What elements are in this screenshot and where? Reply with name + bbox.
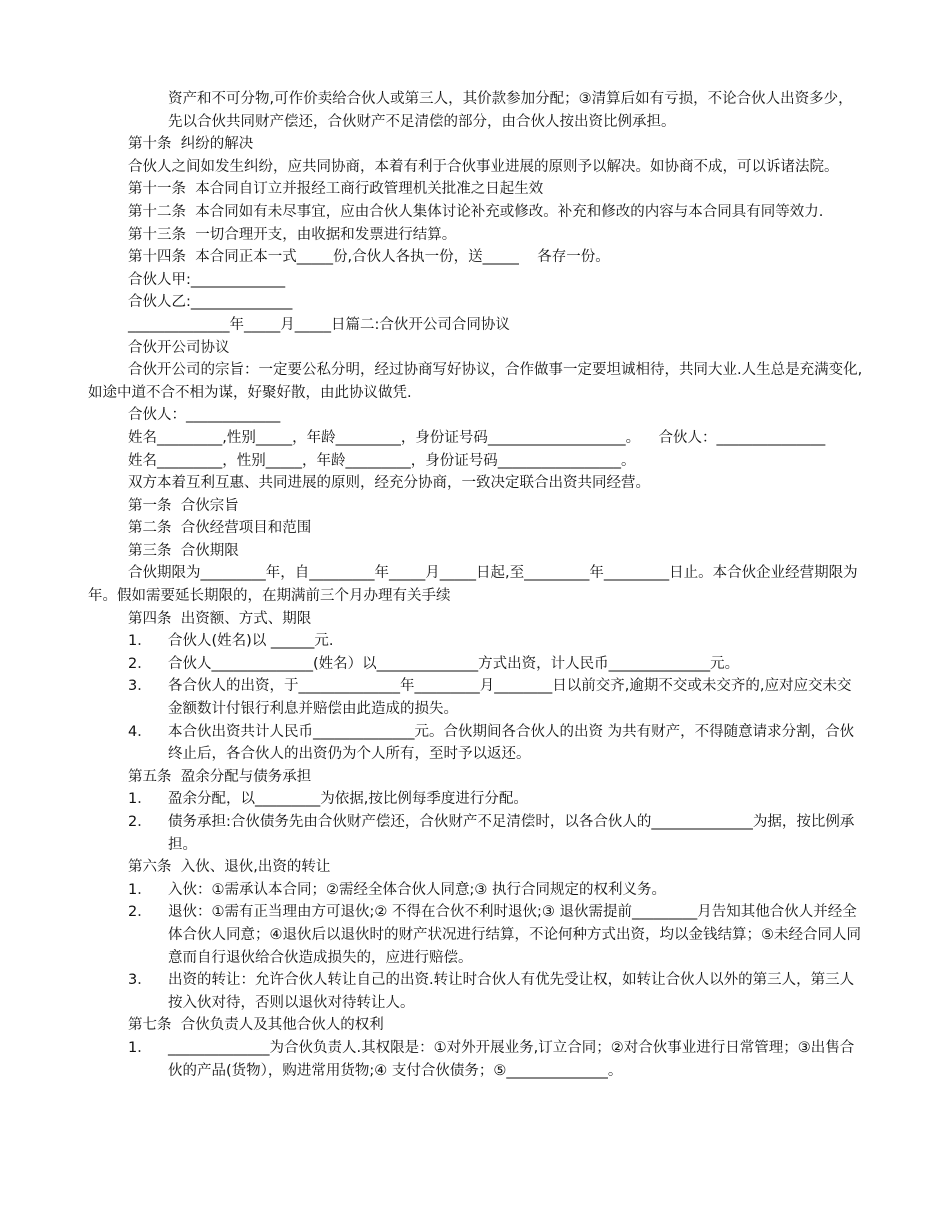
partner-1-info: 姓名_________,性别_____，年龄_________，身份证号码___________________。 合伙人：_______________ [128,429,826,446]
article-6-heading: 第六条 入伙、退伙,出资的转让 [128,859,331,876]
list-item [88,721,863,766]
list-item [88,675,863,720]
list-item-text: 入伙：①需承认本合同；②需经全体合伙人同意;③ 执行合同规定的权利义务。 [168,881,666,898]
list-item-text: 合伙人(姓名)以 ______元. [168,633,334,650]
date-line-part-two: ______________年_____月_____日篇二:合伙开公司合同协议 [128,316,510,333]
article-4-heading: 第四条 出资额、方式、期限 [128,610,312,627]
list-number: 4． [128,723,152,740]
partner-2-info: 姓名_________，性别_____，年龄_________，身份证号码_________________。 [128,452,636,469]
list-number: 1． [128,881,152,898]
article-13: 第十三条 一切合理开支，由收据和发票进行结算。 [128,226,457,243]
list-item [88,1037,863,1082]
list-number: 1． [128,1039,152,1056]
document-page [88,88,863,1082]
article-7-heading: 第七条 合伙负责人及其他合伙人的权利 [128,1017,384,1034]
partner-a-signature: 合伙人甲:_____________ [128,271,286,288]
list-item [88,788,863,811]
list-number: 2． [128,814,152,830]
agreement-title: 合伙开公司协议 [128,339,230,356]
list-item-text: 出资的转让：允许合伙人转让自己的出资.转让时合伙人有优先受让权，如转让合伙人以外的第三人，第三人按入伙对待，否则以退伙对待转让人。 [168,972,855,1011]
list-item-text: 退伙：①需有正当理由方可退伙;② 不得在合伙不利时退伙;③ 退伙需提前_________月告知其他合伙人并经全体合伙人同意；④退伙后以退伙时的财产状况进行结算，不论何种方式出资，均以金钱结算；⑤未经合同人同意而自行退伙给合伙造成损失的，应进行赔偿。 [168,904,861,966]
list-number: 1． [128,633,152,650]
list-item-text: 盈余分配，以_________为依据,按比例每季度进行分配。 [168,791,528,808]
article-2-heading: 第二条 合伙经营项目和范围 [128,520,312,537]
article-3-heading: 第三条 合伙期限 [128,542,239,559]
list-item-text: 合伙人______________(姓名）以______________方式出资，计人民币______________元。 [168,655,740,672]
list-item-text: 各合伙人的出资，于______________年_________月________日以前交齐,逾期不交或未交齐的,应对应交未交金额数计付银行利息并赔偿由此造成的损失。 [168,678,852,718]
article-14: 第十四条 本合同正本一式_____份,合伙人各执一份，送_____ 各存一份。 [128,249,610,266]
article-1-heading: 第一条 合伙宗旨 [128,497,239,514]
list-item [88,901,863,969]
list-item [88,630,863,653]
list-item [88,879,863,902]
list-item [88,653,863,676]
article-3-text: 合伙期限为_________年，自_________年_____月_____日起,至_________年_________日止。本合伙企业经营期限为年。假如需要延长期限的，在期满前三个月办理有关手续 [88,565,858,605]
clause-9-continuation: 资产和不可分物,可作价卖给合伙人或第三人，其价款参加分配；③清算后如有亏损，不论合伙人出资多少，先以合伙共同财产偿还，合伙财产不足清偿的部分，由合伙人按出资比例承担。 [168,91,853,130]
article-10-heading: 第十条 纠纷的解决 [128,136,254,153]
list-number: 3． [128,972,152,989]
article-10-text: 合伙人之间如发生纠纷，应共同协商，本着有利于合伙事业进展的原则予以解决。如协商不成，可以诉诸法院。 [128,158,839,175]
list-number: 1． [128,791,152,808]
list-item [88,969,863,1014]
list-number: 2． [128,904,152,921]
list-item-text: 本合伙出资共计人民币______________元。合伙期间各合伙人的出资 为共有财产，不得随意请求分割，合伙终止后，各合伙人的出资仍为个人所有，至时予以返还。 [168,723,855,763]
agreement-preamble: 双方本着互利互惠、共同进展的原则，经充分协商，一致决定联合出资共同经营。 [128,475,650,492]
list-item-text: 债务承担:合伙债务先由合伙财产偿还，合伙财产不足清偿时，以各合伙人的______________为据，按比例承担。 [168,814,855,853]
partner-b-signature: 合伙人乙:______________ [128,294,293,311]
list-number: 2． [128,655,152,672]
list-item [88,811,863,856]
list-number: 3． [128,678,152,695]
agreement-purpose: 合伙开公司的宗旨：一定要公私分明，经过协商写好协议，合作做事一定要坦诚相待，共同大业.人生总是充满变化,如途中道不合不相为谋，好聚好散，由此协议做凭. [88,362,863,401]
partner-label: 合伙人：_____________ [128,407,281,424]
article-5-heading: 第五条 盈余分配与债务承担 [128,768,312,785]
article-11: 第十一条 本合同自订立并报经工商行政管理机关批准之日起生效 [128,181,544,198]
list-item-text: ______________为合伙负责人.其权限是：①对外开展业务,订立合同；②对合伙事业进行日常管理；③出售合伙的产品(货物），购进常用货物;④ 支付合伙债务；⑤______________。 [168,1039,855,1079]
article-12: 第十二条 本合同如有未尽事宜，应由合伙人集体讨论补充或修改。补充和修改的内容与本合同具有同等效力. [128,203,824,220]
